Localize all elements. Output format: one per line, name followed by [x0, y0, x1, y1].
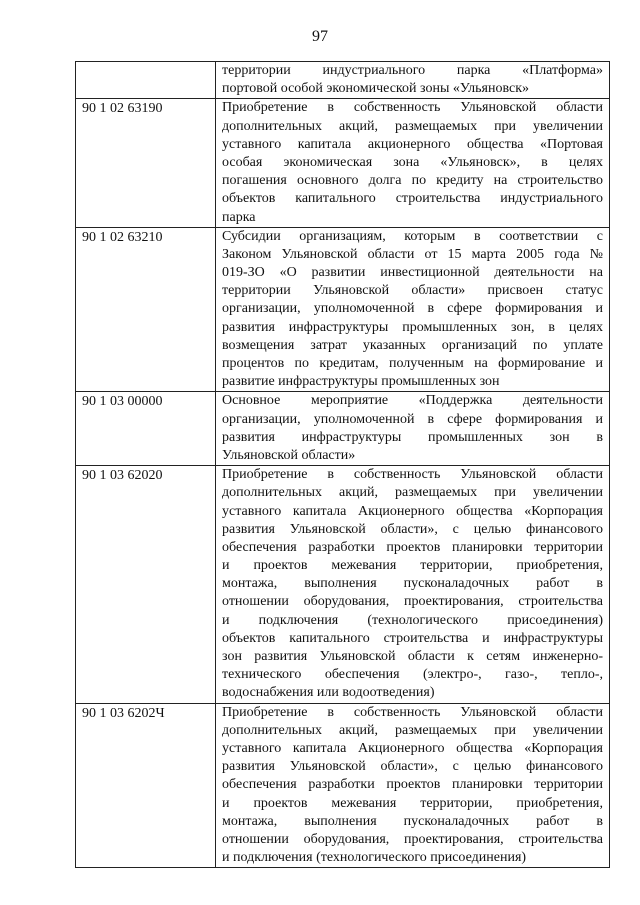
description-line: развития Ульяновской области», с целью финансового: [222, 759, 603, 775]
description-line: территории Ульяновской области» присвоен статус: [222, 283, 603, 299]
table-body: [76, 62, 610, 868]
table-row: [76, 62, 610, 99]
description-line: монтажа, выполнения пусконаладочных работ в: [222, 813, 603, 829]
description-line: водоснабжения или водоотведения): [222, 685, 435, 701]
description-line: возмещения затрат указанных организаций по уплате: [222, 337, 603, 353]
description-line: развитие инфраструктуры промышленных зон: [222, 374, 500, 390]
description-line: дополнительных акций, размещаемых при увеличении: [222, 722, 603, 738]
description-cell: [216, 466, 610, 703]
description-cell: [216, 62, 610, 99]
description-line: уставного капитала Акционерного общества «Корпорация: [222, 740, 603, 756]
description-line: Субсидии организациям, которым в соответствии с: [222, 228, 603, 244]
description-line: особая экономическая зона «Ульяновск», в целях: [222, 154, 603, 170]
description-line: зон развития Ульяновской области к сетям инженерно-: [222, 649, 603, 664]
description-line: дополнительных акций, размещаемых при увеличении: [222, 118, 603, 134]
description-line: уставного капитала акционерного общества «Портовая: [222, 136, 603, 152]
description-line: объектов капитального строительства индустриального: [222, 191, 603, 207]
description-line: погашения основного долга по кредиту на строительство: [222, 173, 603, 189]
description-cell: [216, 392, 610, 466]
table-row: [76, 466, 610, 703]
description-line: отношении оборудования, проектирования, строительства: [222, 594, 603, 610]
description-line: развития Ульяновской области», с целью финансового: [222, 521, 603, 537]
description-line: обеспечения разработки проектов планировки территории: [222, 777, 603, 793]
description-line: организации, уполномоченной в сфере формирования и: [222, 411, 603, 427]
description-line: уставного капитала Акционерного общества «Корпорация: [222, 503, 603, 519]
code-cell: [76, 62, 216, 99]
description-line: развития инфраструктуры промышленных зон в: [222, 429, 603, 445]
description-line: объектов капитального строительства и инфраструктуры: [222, 630, 603, 646]
table-row: [76, 392, 610, 466]
description-cell: [216, 227, 610, 392]
description-line: дополнительных акций, размещаемых при увеличении: [222, 485, 603, 501]
description-line: процентов по кредитам, полученным на формирование и: [222, 356, 603, 371]
description-line: Приобретение в собственность Ульяновской области: [222, 704, 603, 720]
description-line: и подключения (технологического присоединения): [222, 612, 603, 628]
table-row: [76, 99, 610, 227]
code-cell: 90 1 03 00000: [76, 392, 216, 466]
description-line: Ульяновской области»: [222, 447, 356, 463]
description-line: Приобретение в собственность Ульяновской области: [222, 100, 603, 116]
page-number: 97: [312, 28, 328, 45]
description-line: и проектов межевания территории, приобретения,: [222, 795, 603, 811]
description-line: обеспечения разработки проектов планировки территории: [222, 539, 603, 555]
description-line: технического обеспечения (электро-, газо-, тепло-,: [222, 667, 603, 683]
description-line: портовой особой экономической зоны «Ульяновск»: [222, 81, 530, 97]
description-line: развития инфраструктуры промышленных зон, в целях: [222, 319, 603, 335]
description-line: парка: [222, 209, 256, 225]
description-line: монтажа, выполнения пусконаладочных работ в: [222, 576, 603, 592]
code-cell: 90 1 03 6202Ч: [76, 703, 216, 868]
description-line: 019-ЗО «О развитии инвестиционной деятельности на: [222, 265, 603, 281]
description-line: Законом Ульяновской области от 15 марта 2005 года №: [222, 246, 603, 262]
description-line: и подключения (технологического присоединения): [222, 850, 527, 866]
description-line: организации, уполномоченной в сфере формирования и: [222, 301, 603, 317]
budget-code-table: [75, 61, 610, 868]
table-row: [76, 227, 610, 392]
code-cell: 90 1 03 62020: [76, 466, 216, 703]
description-line: Приобретение в собственность Ульяновской области: [222, 467, 603, 483]
description-cell: [216, 703, 610, 868]
table-row: [76, 703, 610, 868]
code-cell: 90 1 02 63210: [76, 227, 216, 392]
description-cell: [216, 99, 610, 227]
description-line: территории индустриального парка «Платформа»: [222, 63, 603, 78]
description-line: отношении оборудования, проектирования, строительства: [222, 831, 603, 847]
description-line: и проектов межевания территории, приобретения,: [222, 558, 603, 574]
description-line: Основное мероприятие «Поддержка деятельности: [222, 393, 603, 409]
code-cell: 90 1 02 63190: [76, 99, 216, 227]
